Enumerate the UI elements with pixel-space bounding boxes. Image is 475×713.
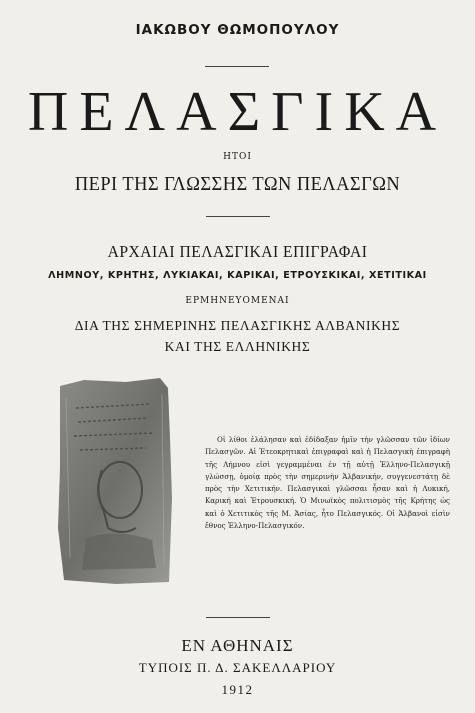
- inscriptions-list: ΛΗΜΝΟΥ, ΚΡΗΤΗΣ, ΛΥΚΙΑΚΑΙ, ΚΑΡΙΚΑΙ, ΕΤΡΟΥΣΚΙΚΑΙ, ΧΕΤΙΤΙΚΑΙ: [48, 270, 427, 281]
- inscribed-stone-image: [56, 378, 174, 584]
- interpreted-label: ΕΡΜΗΝΕΥΟΜΕΝΑΙ: [185, 296, 290, 306]
- publication-city: ΕΝ ΑΘΗΝΑΙΣ: [181, 636, 294, 655]
- and-greek-line: ΚΑΙ ΤΗΣ ΕΛΛΗΝΙΚΗΣ: [164, 339, 311, 354]
- rule-bottom: [206, 617, 270, 618]
- printer-name: ΤΥΠΟΙΣ Π. Δ. ΣΑΚΕΛΛΑΡΙΟΥ: [138, 660, 337, 675]
- htoi-label: ΗΤΟΙ: [223, 152, 252, 162]
- author-name: ΙΑΚΩΒΟΥ ΘΩΜΟΠΟΥΛΟΥ: [135, 22, 340, 38]
- rule-middle: [206, 216, 270, 217]
- book-subtitle: ΠΕΡΙ ΤΗΣ ΓΛΩΣΣΗΣ ΤΩΝ ΠΕΛΑΣΓΩΝ: [74, 173, 401, 195]
- rule-top: [205, 66, 269, 67]
- inscriptions-heading: ΑΡΧΑΙΑΙ ΠΕΛΑΣΓΙΚΑΙ ΕΠΙΓΡΑΦΑΙ: [107, 242, 368, 261]
- via-albanian-line: ΔΙΑ ΤΗΣ ΣΗΜΕΡΙΝΗΣ ΠΕΛΑΣΓΙΚΗΣ ΑΛΒΑΝΙΚΗΣ: [74, 318, 401, 333]
- publication-year: 1912: [221, 682, 254, 697]
- book-title: ΠΕΛΑΣΓΙΚΑ: [27, 81, 448, 143]
- stone-caption: Οἱ λίθοι ἐλάλησαν καὶ ἐδίδαξαν ἡμῖν τὴν γλῶσσαν τῶν ἰδίων Πελασγῶν. Αἱ Ἐτεοκρητικαὶ ἐπιγραφαὶ καὶ ἡ Πελασγικὴ ἐπιγραφὴ τῆς Λήμνου εἰσὶ γεγραμμέναι ἐν τῇ αὐτῇ Ἑλληνο-Πελασγικῇ γλώσσῃ, ὁμοίᾳ πρὸς τὴν σημερινὴν Ἀλβανικήν, συγγενεστάτῃ δὲ πρὸς τὴν Χετιτικήν. Πελασγικαὶ γλῶσσαι ἦσαν καὶ ἡ Λυκική, Καρική καὶ Ἐτρουσκική. Ὁ Μινωϊκὸς πολιτισμὸς τῆς Κρήτης ὡς καὶ ὁ Χετιτικὸς τῆς Μ. Ἀσίας, ἦτο Πελασγικός. Οἱ Ἀλβανοὶ εἰσὶν ἔθνος Ἑλληνο-Πελασγικόν.: [205, 435, 450, 531]
